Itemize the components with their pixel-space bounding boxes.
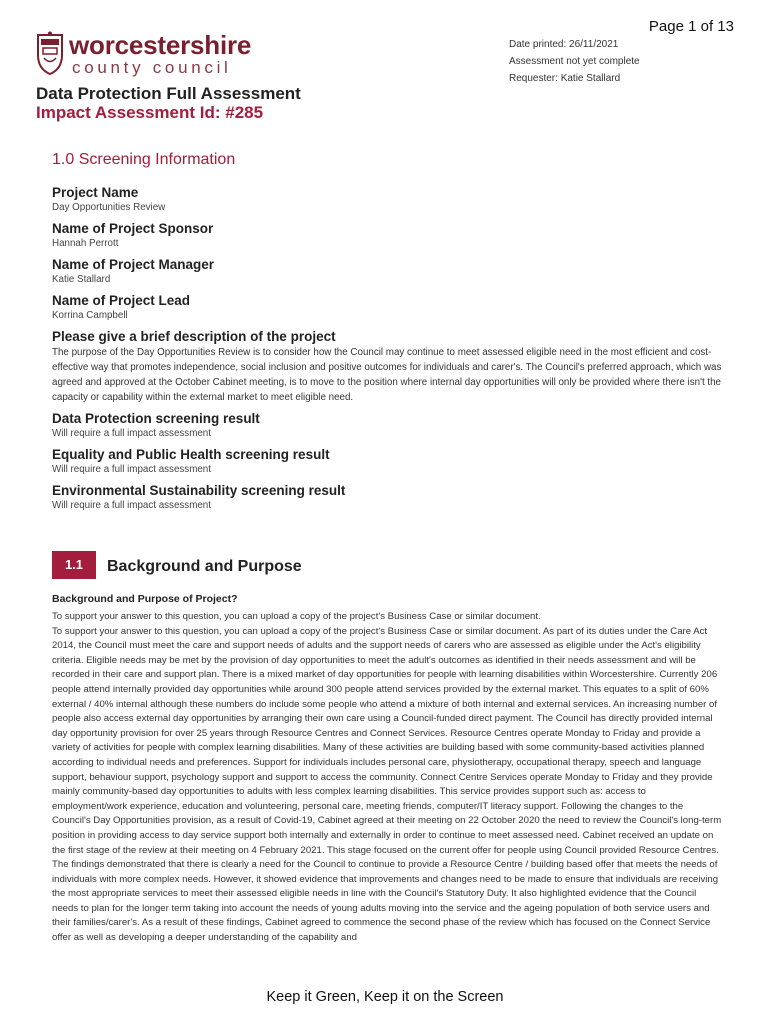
requester: Requester: Katie Stallard [509, 73, 621, 84]
project-description-field [52, 328, 742, 405]
field-label: Project Name [52, 185, 139, 200]
field-value: Will require a full impact assessment [52, 428, 211, 439]
assessment-status: Assessment not yet complete [509, 56, 640, 67]
document-meta [509, 36, 640, 87]
answer-text: To support your answer to this question, you can upload a copy of the project's Business Case or similar document. As part of its duties under the Care Act 2014, the Council must meet the care and support needs of adults and the support needs of carers who are assessed as eligible under the Act's eligibility criteria. Eligible needs may be met by the provision of day opportunities to meet the adult's outcomes as identified in their needs assessment and will be recorded in their care and support plan. There is a mixed market of day opportunities for people with learning disabilities within Worcestershire. Currently 206 people attend internally provided day opportunities while around 300 people attend services provided by the external market. This equates to a split of 60% external / 40% internal although these numbers do include some people who attend a mixture of both internal and external services. An increasing number of people also access external day opportunities by arranging their own care using a Council-funded direct payment. The Council has directly provided internal day opportunity provision for over 25 years through Resource Centres and Connect Services. Resource Centres operate Monday to Friday and provide a variety of activities for people with complex learning disabilities. Many of these activities are building based with some community-based activities planned according to individual needs and preferences. Support for individuals includes personal care, physiotherapy, occupational therapy, speech and language support, behaviour support, psychology support and support to access the community. Connect Centre Services operate Monday to Friday and they provide mainly community-based day opportunities to adults with less complex learning disabilities. This service provides support such as: access to employment/work experience, education and volunteering, personal care, meeting friends, computer/IT literacy support. Following the changes to the Council's Day Opportunities provision, as a result of Covid-19, Cabinet agreed at their meeting on 22 October 2020 the need to review the Council's long-term position in providing access to day service support both internally and externally in order to continue to meet assessed need. Cabinet received an update on the first stage of the review at their meeting on 4 February 2021. This stage focused on the current offer for people using Council provided Resource Centres. The findings demonstrated that there is clearly a need for the Council to continue to provide a Resource Centre / building based offer that meets the needs of individuals with more complex needs. However, it showed evidence that improvements and changes need to be made to ensure that individuals are receiving the most appropriate services to meet their assessed eligible needs in line with the Council's Statutory Duty. It also highlighted evidence that the Council needs to plan for the longer term taking into account the needs of young adults moving into the service and the ageing population of both service users and their families/carer's. As a result of these findings, Cabinet agreed to commence the second phase of the review which has focused on the Connect Service offer as well as developing a deeper understanding of the capability and [52, 625, 722, 944]
council-logo [36, 31, 266, 79]
project-sponsor-field [52, 220, 742, 251]
field-value: Korrina Campbell [52, 310, 128, 321]
project-lead-field [52, 292, 742, 323]
field-value: Will require a full impact assessment [52, 500, 211, 511]
background-answer-block [52, 591, 722, 946]
field-label: Environmental Sustainability screening result [52, 483, 346, 498]
date-printed: Date printed: 26/11/2021 [509, 39, 619, 50]
field-label: Name of Project Sponsor [52, 221, 214, 236]
environmental-result-field [52, 482, 742, 513]
field-value: Will require a full impact assessment [52, 464, 211, 475]
footer-slogan: Keep it Green, Keep it on the Screen [266, 989, 504, 1005]
question-hint: To support your answer to this question, you can upload a copy of the project's Business Case or similar document. [52, 611, 541, 622]
page-number: Page 1 of 13 [648, 18, 734, 35]
section-number-badge: 1.1 [52, 551, 96, 579]
project-manager-field [52, 256, 742, 287]
field-value: The purpose of the Day Opportunities Review is to consider how the Council may continue to meet assessed eligible need in the most efficient and cost-effective way that promotes independence, social inclusion and positive outcomes for individuals and carer's. The Council's preferred approach, which was agreed and approved at the October Cabinet meeting, is to move to the position where internal day opportunities will only be provided where there isn't the capacity or capability within the external market to meet eligible need. [52, 347, 722, 403]
data-protection-result-field [52, 410, 742, 441]
logo-wordmark-top: worcestershire [69, 30, 252, 60]
question-label: Background and Purpose of Project? [52, 593, 238, 605]
section-title: Background and Purpose [107, 558, 302, 575]
logo-wordmark-bottom: county council [72, 58, 232, 77]
field-value: Day Opportunities Review [52, 202, 166, 213]
field-label: Name of Project Manager [52, 257, 215, 272]
crest-icon [36, 31, 64, 75]
document-title: Data Protection Full Assessment [36, 84, 301, 103]
field-label: Data Protection screening result [52, 411, 260, 426]
field-label: Name of Project Lead [52, 293, 191, 308]
project-name-field [52, 184, 742, 215]
screening-section [52, 150, 742, 518]
field-value: Hannah Perrott [52, 238, 119, 249]
field-value: Katie Stallard [52, 274, 111, 285]
field-label: Equality and Public Health screening result [52, 447, 330, 462]
assessment-id: Impact Assessment Id: #285 [36, 103, 264, 122]
equality-result-field [52, 446, 742, 477]
field-label: Please give a brief description of the project [52, 329, 336, 344]
screening-heading: 1.0 Screening Information [52, 151, 236, 168]
